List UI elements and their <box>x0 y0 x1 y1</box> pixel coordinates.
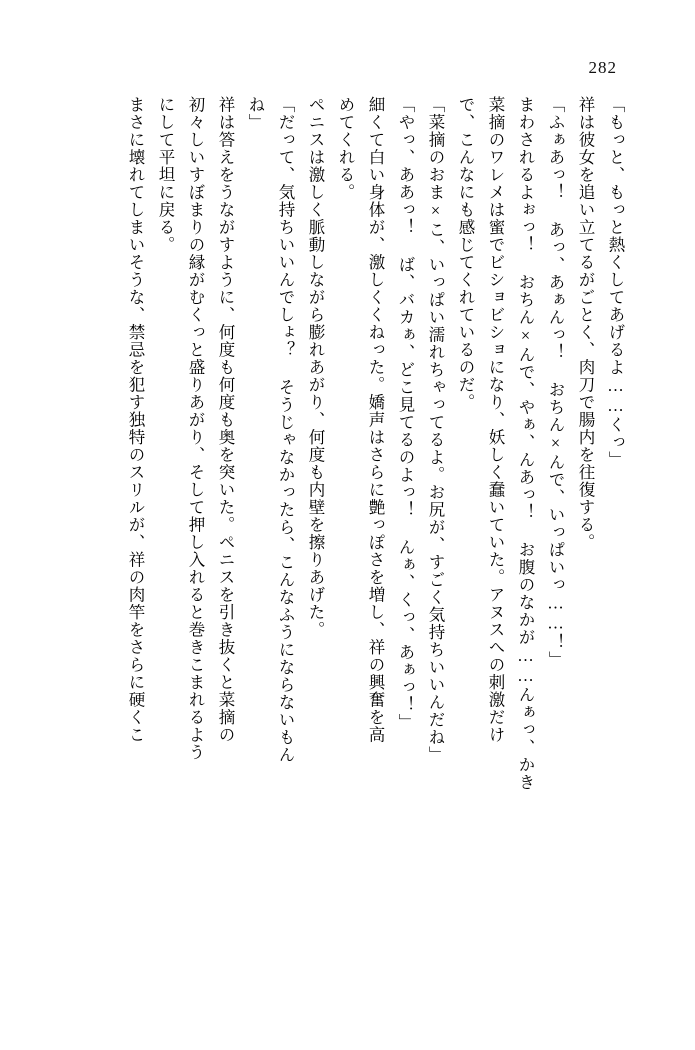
text-column: 初々しいすぼまりの縁がむくっと盛りあがり、そして押し入れると巻きこまれるよう <box>186 96 205 761</box>
text-column: 「やっ、ああっ！ ば、バカぁ、どこ見てるのよっ！ んぁ、くっ、あぁっ！」 <box>396 96 415 731</box>
text-column: 祥は答えをうながすように、何度も何度も奥を突いた。ペニスを引き抜くと菜摘の <box>216 96 235 744</box>
text-column: ペニスは激しく脈動しながら膨れあがり、何度も内壁を擦りあげた。 <box>306 96 325 639</box>
text-column: ね」 <box>246 96 265 131</box>
text-column: 細くて白い身体が、激しくくねった。嬌声はさらに艶っぽさを増し、祥の興奮を高 <box>366 96 385 744</box>
vertical-text-body <box>56 96 623 976</box>
text-column: 「菜摘のおま×こ、いっぱい濡れちゃってるよ。お尻が、すごく気持ちいいんだね」 <box>426 96 445 764</box>
text-column: で、こんなにも感じてくれているのだ。 <box>456 96 475 411</box>
text-column: 菜摘のワレメは蜜でビショビショになり、妖しく蠢いていた。アヌスへの刺激だけ <box>486 96 505 744</box>
text-column: 「だって、気持ちいいんでしょ？ そうじゃなかったら、こんなふうにならないもん <box>276 96 295 764</box>
text-column: 「もっと、もっと熱くしてあげるよ……くっ」 <box>606 96 625 469</box>
text-column: まさに壊れてしまいそうな、禁忌を犯す独特のスリルが、祥の肉竿をさらに硬くこ <box>126 96 145 744</box>
text-column: まわされるよぉっ！ おちん×んで、やぁ、んあっ！ お腹のなかが……んぁっ、かき <box>516 96 535 791</box>
text-column: めてくれる。 <box>336 96 355 201</box>
text-column: 「ふぁあっ！ あっ、あぁんっ！ おちん×んで、いっぱいっ……！」 <box>546 96 565 669</box>
text-column: 祥は彼女を追い立てるがごとく、肉刀で腸内を往復する。 <box>576 96 595 551</box>
page-number: 282 <box>588 58 617 77</box>
text-column: にして平坦に戻る。 <box>156 96 175 254</box>
